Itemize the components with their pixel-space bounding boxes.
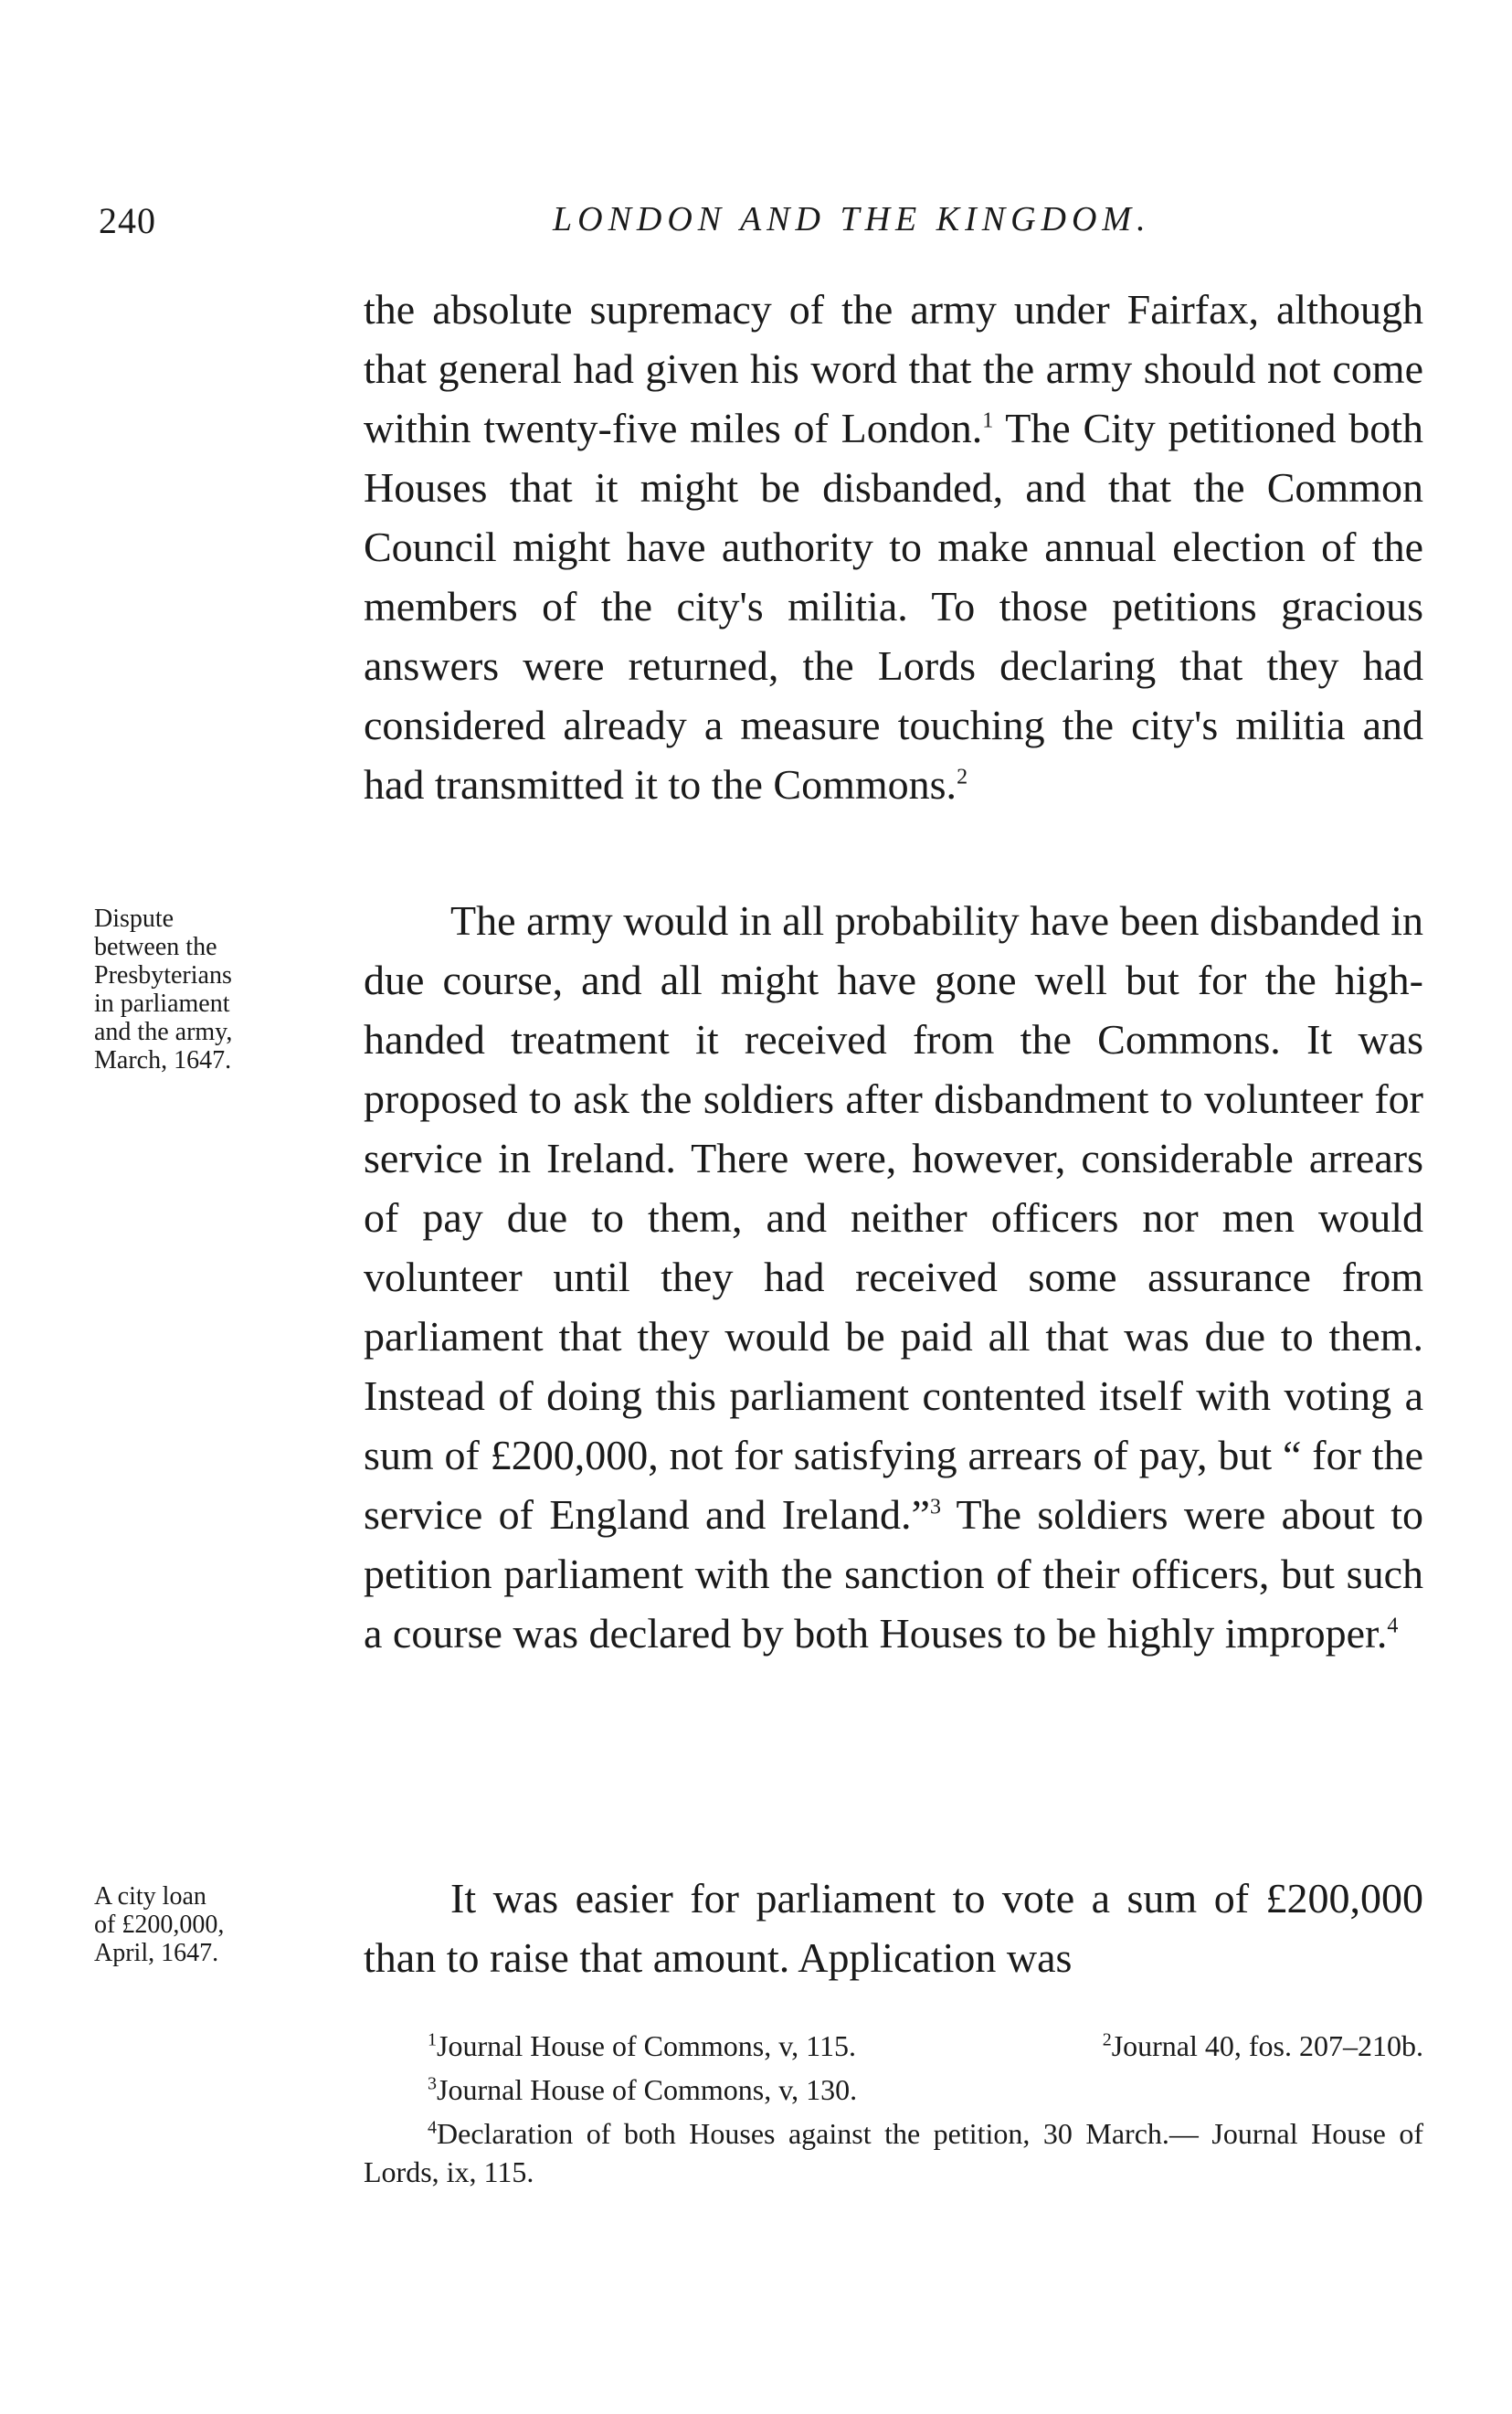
paragraph-continued (364, 280, 1423, 814)
footnote-1-text: Journal House of Commons, v, 115. (437, 2029, 856, 2062)
footnote-ref-4: 4 (1387, 1614, 1399, 1638)
footnote-ref-1: 1 (982, 408, 994, 433)
paragraph-2-text-a: The army would in all probability have been disbanded in due course, and all might have gone well but for the high-handed treatment it received from the Commons. It was proposed to ask the soldiers after disbandment to volunteer for service in Ireland. There were, however, considerable arrears of pay due to them, and neither officers nor men would volunteer until they had received some assurance from parliament that they would be paid all that was due to them. Instead of doing this parliament contented itself with voting a sum of £200,000, not for satisfying arrears of pay, but “ for the service of England and Ireland.” (364, 897, 1423, 1538)
footnote-ref-2: 2 (957, 765, 968, 789)
footnote-3 (364, 2070, 1423, 2109)
paragraph-1 (364, 280, 1423, 814)
footnote-3-text: Journal House of Commons, v, 130. (437, 2073, 858, 2106)
sidenote-line: March, 1647. (94, 1046, 232, 1075)
footnote-1-mark: 1 (428, 2029, 437, 2050)
sidenote-line: Presbyterians (94, 961, 232, 990)
sidenote-line: in parliament (94, 990, 230, 1018)
sidenote-line: April, 1647. (94, 1939, 219, 1967)
footnote-1 (428, 2027, 856, 2065)
sidenote-line: between the (94, 933, 217, 961)
footnote-2-mark: 2 (1102, 2029, 1112, 2050)
sidenote-loan (94, 1882, 359, 1967)
footnote-row-1-2 (364, 2027, 1423, 2065)
sidenote-line: Dispute (94, 905, 174, 933)
paragraph-army (364, 891, 1423, 1663)
sidenote-line: and the army, (94, 1018, 233, 1046)
footnotes (364, 2027, 1423, 2197)
sidenote-line: of £200,000, (94, 1911, 225, 1939)
running-head: LONDON AND THE KINGDOM. (553, 200, 1151, 238)
sidenote-line: A city loan (94, 1882, 206, 1911)
paragraph-2-text-b: The soldiers were about to petition parliament with the sanction of their officers, but such a course was declared by both Houses to be highly improper. (364, 1491, 1423, 1657)
footnote-2 (1103, 2027, 1423, 2065)
paragraph-3: It was easier for parliament to vote a sum of £200,000 than to raise that amount. Application was (364, 1875, 1423, 1981)
footnote-4-mark: 4 (428, 2117, 437, 2138)
paragraph-1-text-b: The City petitioned both Houses that it might be disbanded, and that the Common Council might have authority to make annual election of the members of the city's militia. To those petitions gracious answers were returned, the Lords declaring that they had considered already a measure touching the city's militia and had transmitted it to the Commons. (364, 405, 1423, 808)
footnote-2-text: Journal 40, fos. 207–210b. (1111, 2029, 1423, 2062)
paragraph-2 (364, 891, 1423, 1663)
footnote-4 (364, 2114, 1423, 2191)
paragraph-loan (364, 1869, 1423, 1987)
paragraph-1-text-a: the absolute supremacy of the army under Fairfax, although that general had given his word that the army should not come within twenty-five miles of London. (364, 286, 1423, 451)
footnote-3-mark: 3 (428, 2073, 437, 2094)
sidenote-dispute (94, 905, 359, 1075)
footnote-4-text: Declaration of both Houses against the petition, 30 March.— Journal House of Lords, ix, 115. (364, 2117, 1423, 2188)
footnote-ref-3: 3 (929, 1495, 941, 1519)
page-number: 240 (99, 200, 156, 241)
